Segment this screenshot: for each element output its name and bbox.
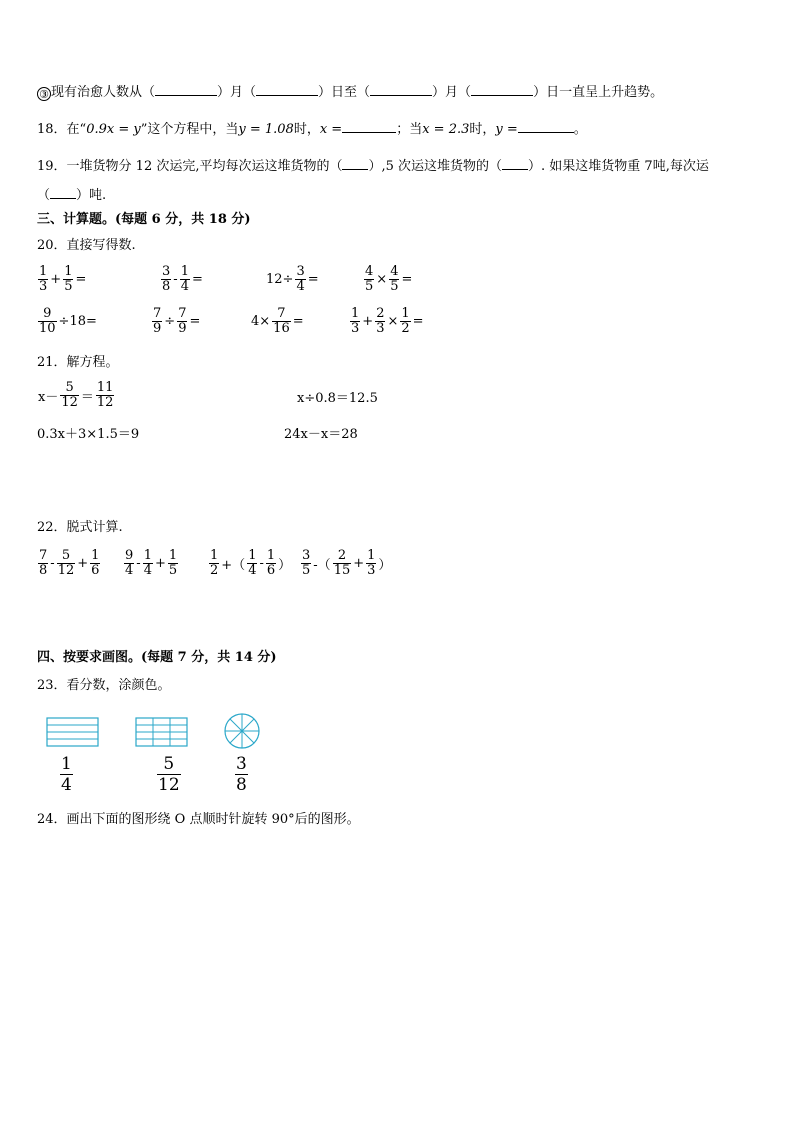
q20-expr-1: $\frac{1}{3}$ + $\frac{1}{5}$ = xyxy=(39,264,87,294)
answer-blank[interactable] xyxy=(342,157,368,170)
q21-equation-4: 24x－x＝28 xyxy=(284,427,358,442)
q17-part3-line: ③ 现有治愈人数从（ ）月（ ）日至（ ）月（ ）日一直呈上升趋势。 xyxy=(37,83,663,101)
q23-title: 23．看分数，涂颜色。 xyxy=(37,678,171,693)
answer-blank[interactable] xyxy=(471,83,533,96)
q20-expr-4: $\frac{4}{5}$ × $\frac{4}{5}$ = xyxy=(365,264,413,294)
answer-blank[interactable] xyxy=(256,83,318,96)
q22-expr-3: $\frac{1}{2}$ +（ $\frac{1}{4}$ - $\frac{1}{6}$ ） xyxy=(210,548,292,578)
q24-title: 24．画出下面的图形绕 O 点顺时针旋转 90°后的图形。 xyxy=(37,812,360,827)
q22-expr-2: $\frac{9}{4}$ - $\frac{1}{4}$ + $\frac{1}{5}$ xyxy=(125,548,178,578)
q19-line2: （ ）吨. xyxy=(37,188,107,203)
answer-blank[interactable] xyxy=(370,83,432,96)
section-4-title: 四、按要求画图。(每题 7 分，共 14 分) xyxy=(37,650,277,665)
q23-fraction-1: $\frac{1}{4}$ xyxy=(61,754,72,795)
answer-blank[interactable] xyxy=(155,83,217,96)
q21-equation-3: 0.3x＋3×1.5＝9 xyxy=(37,427,140,442)
answer-blank[interactable] xyxy=(342,120,396,133)
q20-expr-5: $\frac{9}{10}$ ÷18= xyxy=(39,306,97,336)
q19-line1: 19．一堆货物分 12 次运完,平均每次运这堆货物的（ ）,5 次运这堆货物的（ ）. 如果这堆货物重 7吨,每次运 xyxy=(37,159,709,174)
q23-fraction-3: $\frac{3}{8}$ xyxy=(236,754,247,795)
q22-expr-1: $\frac{7}{8}$ - $\frac{5}{12}$ + $\frac{1}{6}$ xyxy=(39,548,100,578)
q18-line: 18．在“0.9x = y”这个方程中，当y = 1.08时，x = ；当x = 2.3时，y = 。 xyxy=(37,122,587,137)
q20-expr-6: $\frac{7}{9}$ ÷ $\frac{7}{9}$ = xyxy=(153,306,201,336)
rectangle-four-strips[interactable] xyxy=(46,717,100,747)
rectangle-twelve-grid[interactable] xyxy=(135,717,189,747)
q21-equation-1: x－ $\frac{5}{12}$ ＝ $\frac{11}{12}$ xyxy=(38,380,114,410)
q22-title: 22．脱式计算. xyxy=(37,520,123,535)
q23-fraction-2: $\frac{5}{12}$ xyxy=(158,754,180,795)
answer-blank[interactable] xyxy=(502,157,528,170)
q20-title: 20．直接写得数. xyxy=(37,238,136,253)
q20-expr-2: $\frac{3}{8}$ - $\frac{1}{4}$ = xyxy=(162,264,203,294)
answer-blank[interactable] xyxy=(518,120,574,133)
circle-eight-sectors[interactable] xyxy=(223,712,261,750)
q21-title: 21．解方程。 xyxy=(37,355,119,370)
circled-number: ③ xyxy=(37,87,51,101)
q20-expr-8: $\frac{1}{3}$ + $\frac{2}{3}$ × $\frac{1}{2}$ = xyxy=(351,306,424,336)
q20-expr-3: 12÷ $\frac{3}{4}$ = xyxy=(266,264,319,294)
answer-blank[interactable] xyxy=(50,186,76,199)
q21-equation-2: x÷0.8＝12.5 xyxy=(297,391,378,406)
section-3-title: 三、计算题。(每题 6 分，共 18 分) xyxy=(37,212,251,227)
q20-expr-7: 4× $\frac{7}{16}$ = xyxy=(251,306,304,336)
q22-expr-4: $\frac{3}{5}$ -（ $\frac{2}{15}$ + $\frac{1}{3}$ ） xyxy=(302,548,392,578)
